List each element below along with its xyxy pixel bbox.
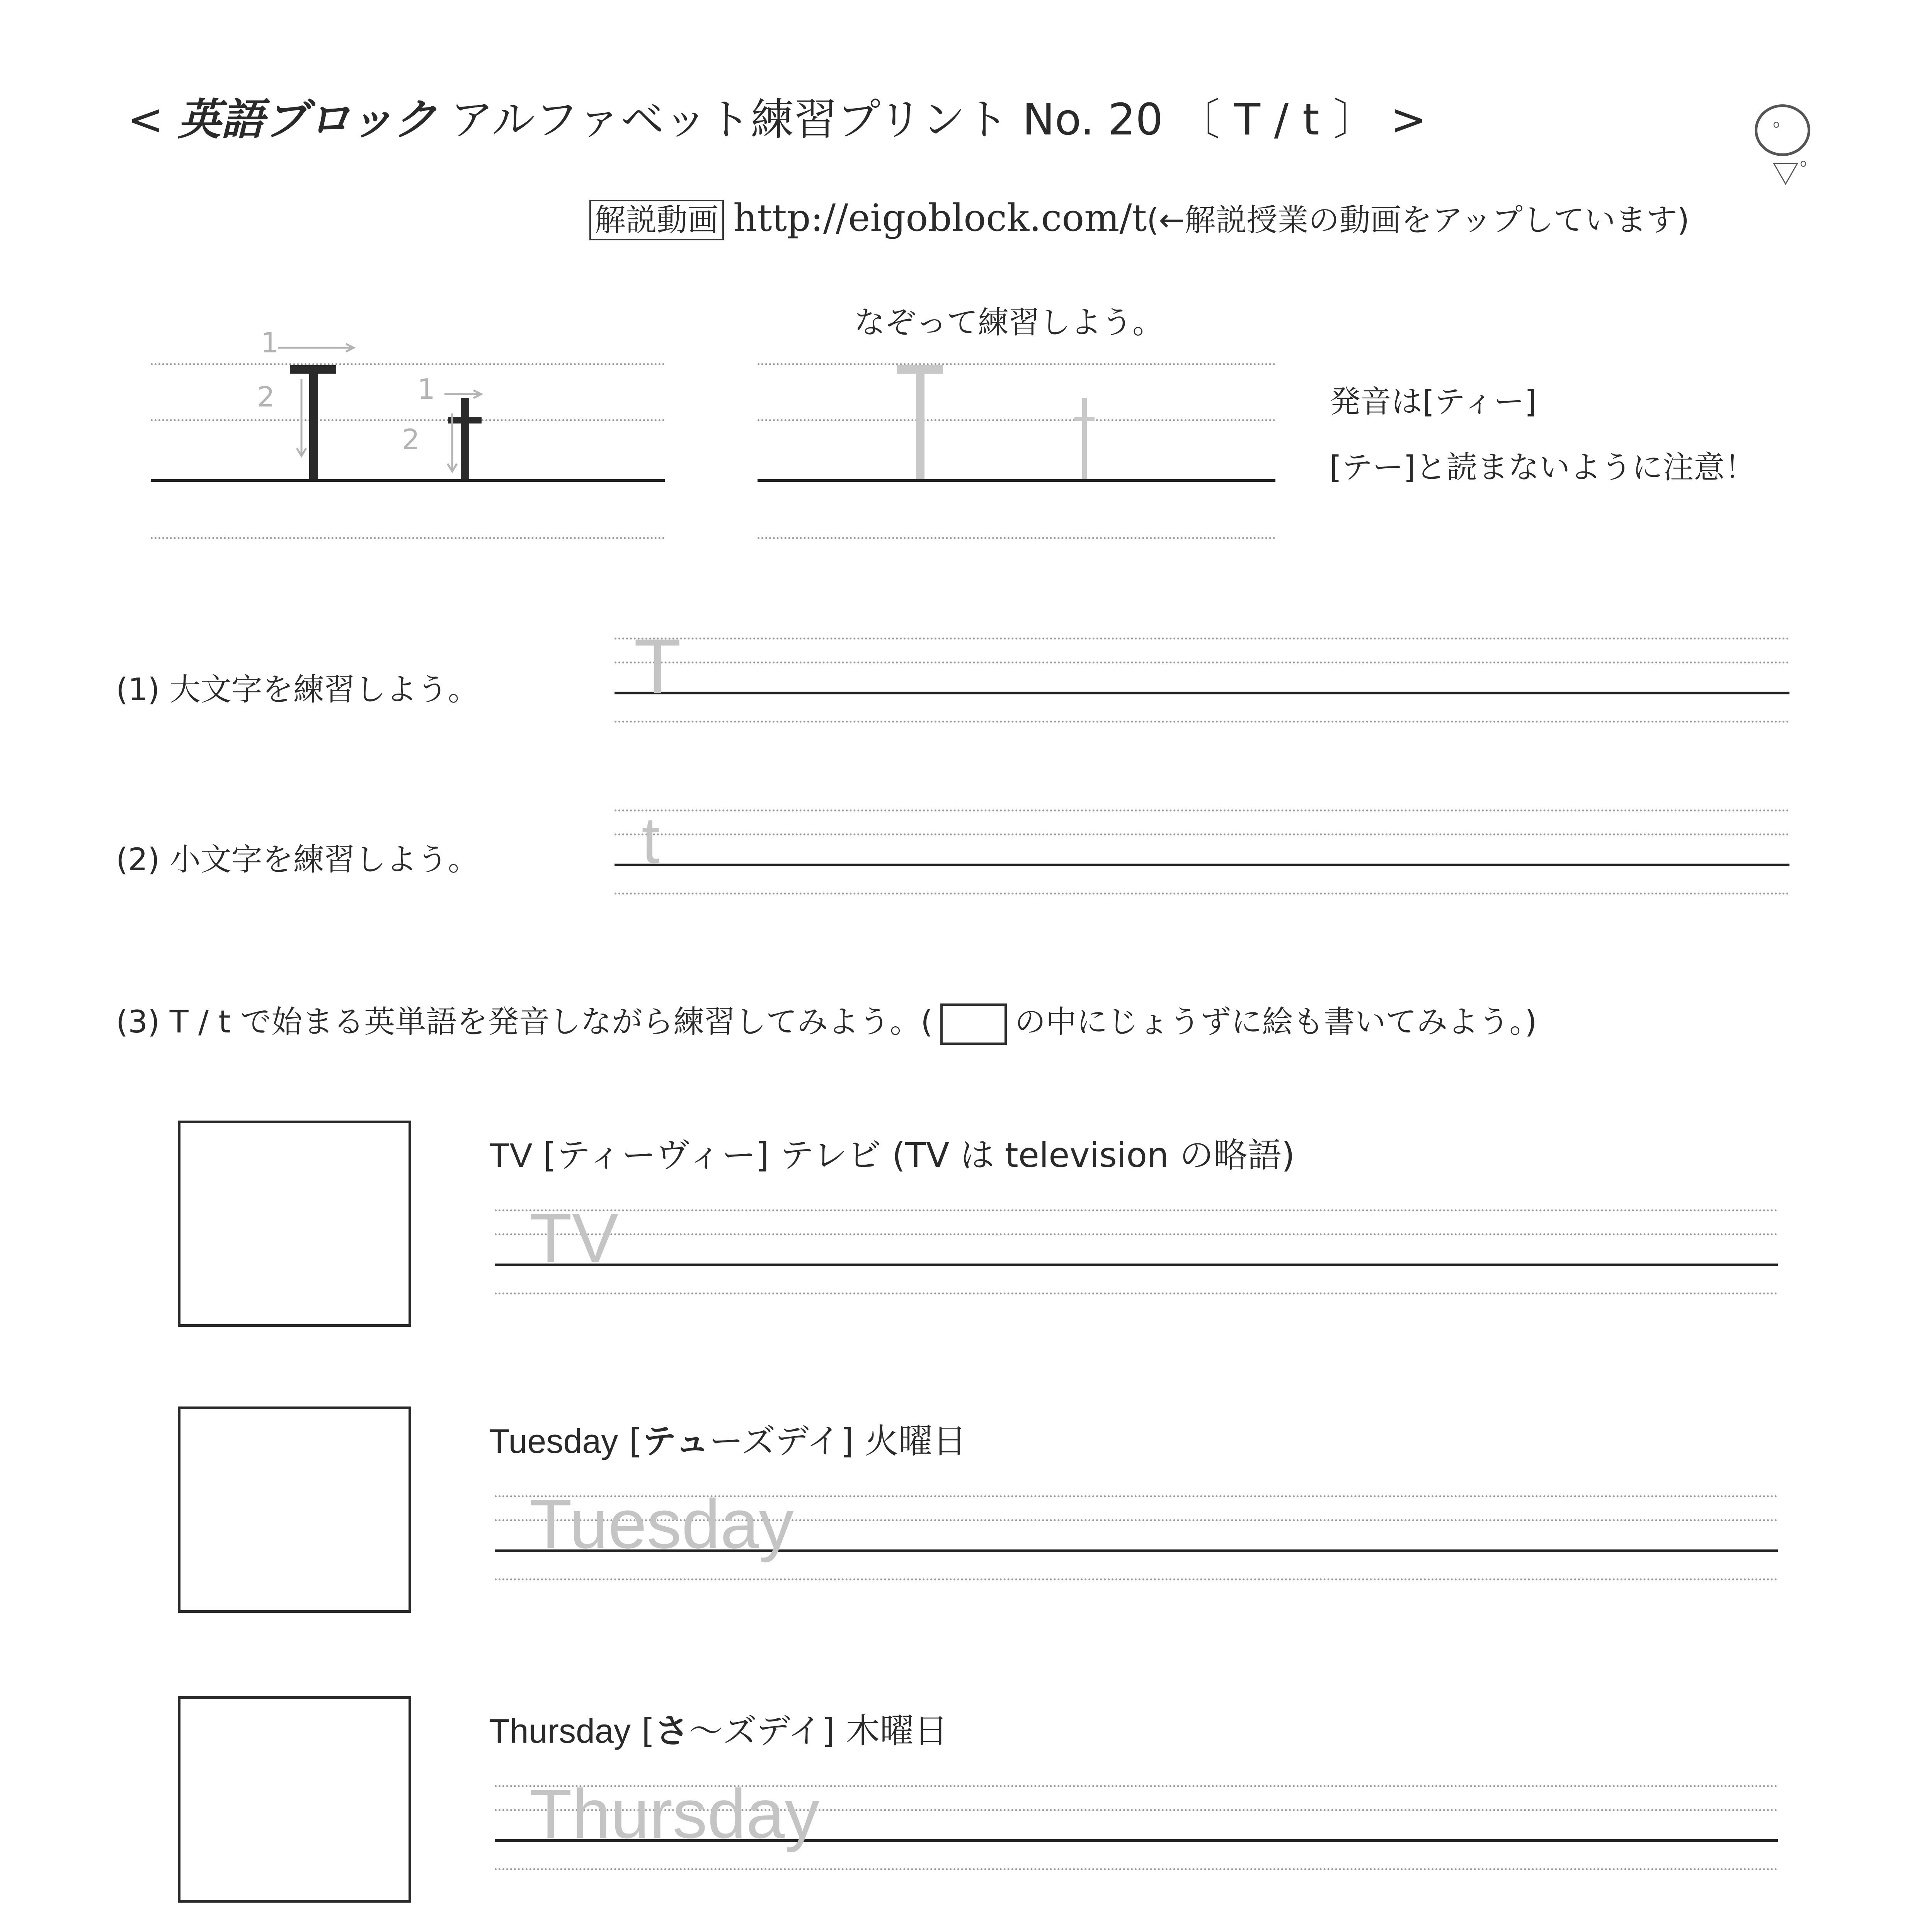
word-label — [489, 1704, 948, 1753]
reading-open: [ — [630, 1711, 655, 1751]
q2-label: (2) 小文字を練習しよう。 — [116, 842, 479, 878]
model-lower-t-cross — [448, 417, 482, 423]
word-writing-lines[interactable] — [495, 1209, 1778, 1298]
pronunciation-warning: [テー]と読まないように注意！ — [1330, 449, 1756, 485]
reading-open: [ — [532, 1135, 557, 1175]
video-link[interactable]: http://eigoblock.com/t — [733, 196, 1147, 240]
reading-rest: ティーヴィー — [556, 1135, 756, 1175]
pronunciation-note: 発音は[ティー] — [1330, 384, 1537, 420]
word-label — [489, 1128, 1295, 1177]
stroke-number-2-lower: 2 — [402, 423, 420, 456]
picture-box[interactable] — [178, 1121, 411, 1327]
title-open-bracket: < — [128, 95, 178, 145]
q1-label: (1) 大文字を練習しよう。 — [116, 672, 479, 707]
trace-letters — [881, 359, 1121, 483]
model-letters — [247, 325, 502, 487]
video-label: 解説動画 — [589, 200, 724, 240]
reading-stress: テュ — [642, 1421, 709, 1461]
mascot-face-icon: ﾟ▽ﾟ — [1755, 104, 1810, 156]
q2-guide-letter: t — [642, 804, 660, 877]
q1-guide-letter: T — [634, 623, 681, 709]
picture-box[interactable] — [178, 1406, 411, 1613]
word-trace-guide: Tuesday — [529, 1485, 794, 1563]
q3-box-icon — [940, 1003, 1007, 1045]
word-trace-guide: Thursday — [529, 1775, 820, 1853]
q3-label-after: の中にじょうずに絵も書いてみよう。) — [1015, 1004, 1537, 1040]
q1-writing-lines[interactable] — [615, 638, 1789, 726]
stroke-number-1-lower: 1 — [417, 373, 435, 405]
reading-rest: ーズデイ — [709, 1421, 841, 1461]
reading-close: ] — [756, 1135, 780, 1175]
video-note: (←解説授業の動画をアップしています) — [1147, 202, 1690, 238]
word-label — [489, 1414, 967, 1463]
reading-rest: 〜ズデイ — [689, 1711, 822, 1751]
word-english: Tuesday — [489, 1422, 618, 1460]
word-english: TV — [489, 1136, 533, 1174]
reading-open: [ — [618, 1421, 642, 1461]
word-trace-guide: TV — [529, 1199, 619, 1277]
trace-instruction: なぞって練習しよう。 — [854, 304, 1163, 340]
word-english: Thursday — [489, 1712, 631, 1750]
reading-close: ] — [840, 1421, 865, 1461]
q3-label-before: (3) T / t で始まる英単語を発音しながら練習してみよう。( — [116, 1004, 933, 1040]
page-title — [128, 85, 1427, 147]
model-lower-t-stem — [461, 398, 469, 479]
brand-logo: 英語ブロック — [177, 94, 437, 145]
word-meaning: 木曜日 — [846, 1711, 948, 1751]
q3-label — [116, 997, 1537, 1045]
stroke-number-2: 2 — [257, 381, 275, 413]
model-upper-t-stem — [309, 365, 318, 479]
video-line — [589, 195, 1689, 240]
q2-writing-lines[interactable] — [615, 804, 1789, 898]
picture-box[interactable] — [178, 1696, 411, 1903]
word-meaning: 火曜日 — [864, 1421, 967, 1461]
reading-close: ] — [822, 1711, 846, 1751]
reading-stress: さ — [655, 1711, 689, 1751]
title-text: アルファベット練習プリント No. 20 〔 T / t 〕 > — [436, 95, 1427, 145]
word-meaning: テレビ (TV は television の略語) — [780, 1135, 1295, 1175]
stroke-number-1: 1 — [261, 327, 279, 359]
